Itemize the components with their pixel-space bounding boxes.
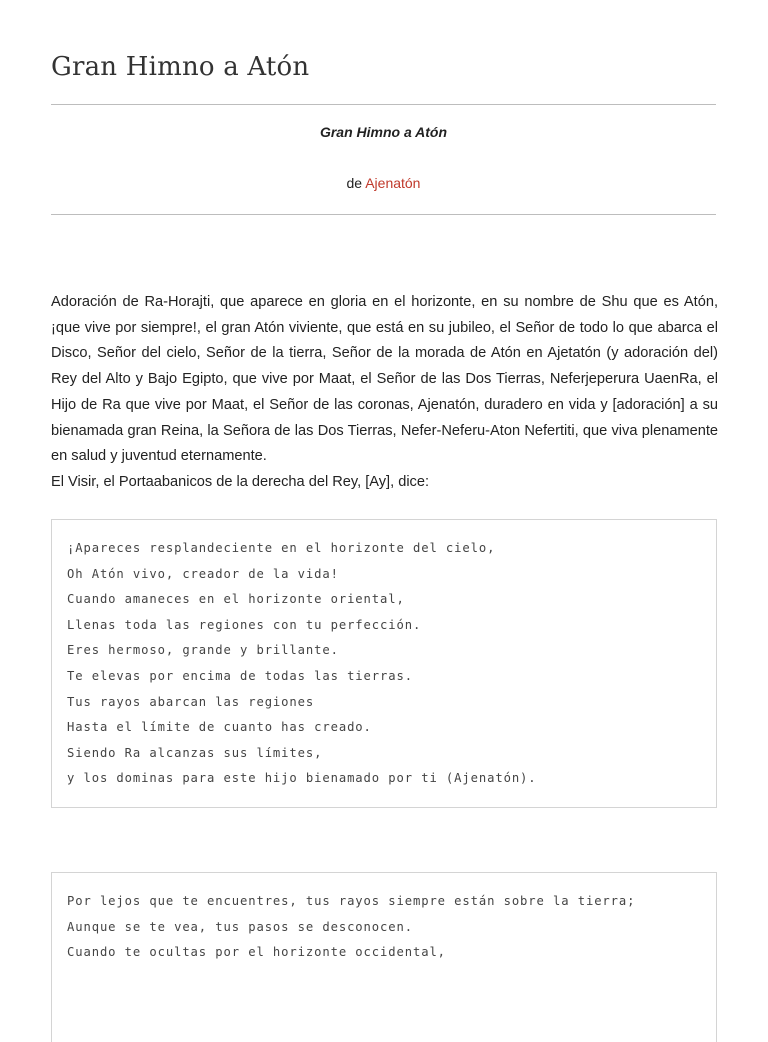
intro-paragraph: Adoración de Ra-Horajti, que aparece en gloria en el horizonte, en su nombre de Shu que es Atón, ¡que vive por siempre!, el gran Atón viviente, que está en su jubileo, el Señor de todo lo que abarca el Disco, Señor del cielo, Señor de la tierra, Señor de la morada de Atón en Ajetatón (y adoración del) Rey del Alto y Bajo Egipto, que vive por Maat, el Señor de las Dos Tierras, Neferjeperura UaenRa, el Hijo de Ra que vive por Maat, el Señor de las coronas, Ajenatón, duradero en vida y [adoración] a su bienamada gran Reina, la Señora de las Dos Tierras, Nefer-Neferu-Aton Nefertiti, que viva plenamente en salud y juventud eternamente. [51, 294, 718, 465]
verse-line: Cuando te ocultas por el horizonte occidental, [67, 945, 446, 960]
verse-line: y los dominas para este hijo bienamado por ti (Ajenatón). [67, 771, 537, 786]
byline-prefix: de [346, 175, 363, 191]
verse-line: Te elevas por encima de todas las tierras. [67, 668, 413, 683]
speaker-line: El Visir, el Portaabanicos de la derecha del Rey, [Ay], dice: [51, 473, 430, 490]
verse-line: Siendo Ra alcanzas sus límites, [67, 745, 323, 760]
verse-line: Llenas toda las regiones con tu perfección. [67, 617, 422, 632]
verse-line: Por lejos que te encuentres, tus rayos siempre están sobre la tierra; [67, 894, 636, 908]
verse-line: Oh Atón vivo, creador de la vida! [67, 566, 339, 581]
verse-line: Aunque se te vea, tus pasos se desconocen. [67, 919, 413, 934]
verse-line: Hasta el límite de cuanto has creado. [67, 720, 372, 735]
byline [51, 175, 716, 191]
verse-line: Eres hermoso, grande y brillante. [67, 643, 339, 658]
header-bottom-divider [51, 214, 716, 215]
verse-line: Tus rayos abarcan las regiones [67, 694, 315, 709]
verse-line: Cuando amaneces en el horizonte oriental, [67, 592, 405, 607]
header-top-divider [51, 104, 716, 105]
intro-text [51, 290, 718, 496]
document-title: Gran Himno a Atón [319, 124, 448, 140]
verse-block-1 [51, 519, 717, 808]
verse-block-2 [51, 872, 717, 1042]
verse-line: ¡Apareces resplandeciente en el horizonte del cielo, [67, 541, 496, 555]
author-link[interactable]: Ajenatón [365, 175, 421, 191]
page-title: Gran Himno a Atón [51, 52, 310, 82]
